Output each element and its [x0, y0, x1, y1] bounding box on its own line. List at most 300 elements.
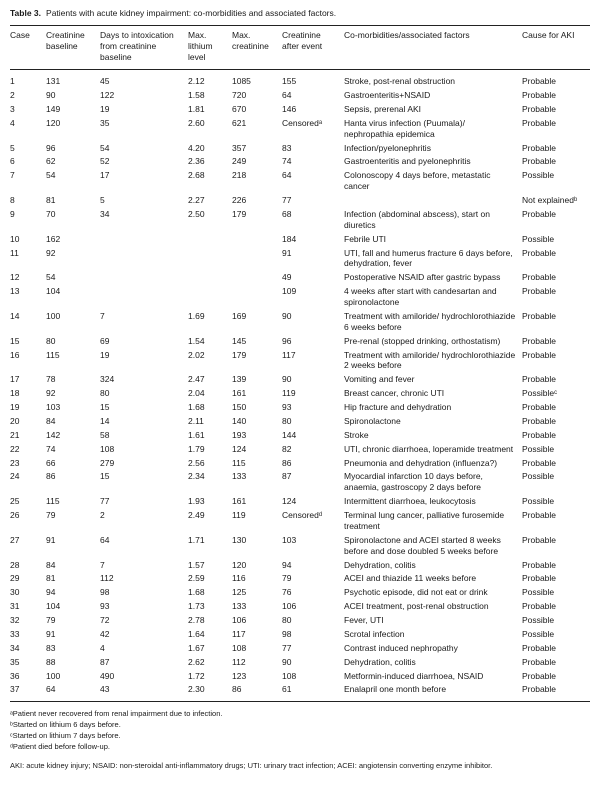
table-cell: 106	[282, 601, 297, 612]
table-cell: Stroke, post-renal obstruction	[344, 76, 456, 87]
table-row	[10, 572, 590, 586]
table-cell: Probable	[522, 656, 557, 667]
table-cell: Possible	[522, 587, 555, 598]
table-cell: 1.72	[188, 670, 205, 681]
table-row	[10, 457, 590, 471]
table-cell: 1.67	[188, 642, 205, 653]
table-cell: 2.11	[188, 415, 204, 426]
table-cell: 124	[282, 496, 297, 507]
table-cell: Scrotal infection	[344, 628, 405, 639]
table-cell: Possibleᶜ	[522, 388, 558, 399]
table-cell: 5	[100, 195, 105, 206]
table-cell: Probable	[522, 670, 557, 681]
table-row	[10, 443, 590, 457]
table-cell: 144	[282, 429, 297, 440]
table-cell: 145	[232, 335, 247, 346]
table-cell: 91	[46, 534, 56, 545]
table-cell: 83	[46, 642, 56, 653]
table-cell: 12	[10, 272, 20, 283]
table-cell: 133	[232, 471, 247, 482]
table-cell: 3	[10, 103, 15, 114]
table-cell: 1.68	[188, 587, 205, 598]
table-cell: 52	[100, 156, 110, 167]
table-cell: 26	[10, 510, 20, 521]
table-cell: 218	[232, 170, 247, 181]
table-cell: 92	[46, 247, 56, 258]
table-header	[10, 26, 590, 70]
table-cell: Intermittent diarrhoea, leukocytosis	[344, 496, 476, 507]
table-cell: 64	[282, 170, 292, 181]
table-cell: 2.12	[188, 76, 205, 87]
table-cell: Spironolactone and ACEI started 8 weeks before and dose doubled 5 weeks before	[344, 534, 501, 556]
table-cell: 133	[232, 601, 247, 612]
table-cell: 80	[282, 415, 292, 426]
table-cell	[188, 271, 232, 285]
column-header: Max. creatinine	[232, 26, 282, 70]
table-cell: 54	[46, 170, 56, 181]
table-cell: Possible	[522, 443, 555, 454]
table-cell: 2.04	[188, 388, 205, 399]
table-cell: 98	[282, 628, 292, 639]
table-cell: 4	[10, 117, 15, 128]
table-cell	[344, 194, 522, 208]
table-cell: 86	[282, 457, 292, 468]
table-cell: Pre-renal (stopped drinking, orthostatism)	[344, 335, 501, 346]
table-cell: 19	[100, 349, 110, 360]
table-row	[10, 534, 590, 559]
table-row	[10, 401, 590, 415]
table-cell: Spironolactone	[344, 415, 401, 426]
table-cell: 90	[282, 374, 292, 385]
table-cell: 7	[100, 310, 105, 321]
table-cell: 14	[10, 310, 20, 321]
table-cell: 621	[232, 117, 247, 128]
table-cell: 2.49	[188, 510, 205, 521]
table-row	[10, 349, 590, 374]
table-cell: 1.71	[188, 534, 205, 545]
table-cell: 37	[10, 684, 20, 695]
table-cell: 117	[232, 628, 246, 639]
table-cell: Probable	[522, 156, 557, 167]
table-cell: 100	[46, 670, 61, 681]
table-cell: 68	[282, 208, 292, 219]
table-cell: Probable	[522, 534, 557, 545]
table-row	[10, 614, 590, 628]
table-cell: 184	[282, 233, 297, 244]
table-cell: 2.36	[188, 156, 205, 167]
table-cell: Probable	[522, 117, 557, 128]
column-header: Case	[10, 26, 46, 70]
table-cell: 17	[100, 170, 110, 181]
table-cell: 94	[46, 587, 56, 598]
table-cell: Not explainedᵇ	[522, 195, 578, 206]
table-row	[10, 628, 590, 642]
table-cell: 2.59	[188, 573, 205, 584]
table-cell: Febrile UTI	[344, 233, 387, 244]
table-cell: 80	[282, 615, 292, 626]
table-cell: 61	[282, 684, 292, 695]
table-cell: 14	[100, 415, 110, 426]
table-cell: Probable	[522, 272, 557, 283]
table-cell: 31	[10, 601, 20, 612]
table-cell: Probable	[522, 349, 557, 360]
table-cell: 108	[232, 642, 247, 653]
table-cell: 122	[100, 90, 115, 101]
table-cell: 78	[46, 374, 56, 385]
table-cell: Treatment with amiloride/ hydrochlorothiazide 2 weeks before	[344, 349, 516, 371]
table-cell: 28	[10, 559, 20, 570]
table-cell: Censoredᵈ	[282, 510, 323, 521]
footnote: ᵇStarted on lithium 6 days before.	[10, 720, 121, 730]
table-row	[10, 387, 590, 401]
table-cell: 1.73	[188, 601, 205, 612]
table-cell: Hanta virus infection (Puumala)/ nephropathia epidemica	[344, 117, 465, 139]
table-cell: 80	[46, 335, 56, 346]
table-cell: Possible	[522, 615, 555, 626]
table-cell: 131	[46, 76, 61, 87]
table-cell: 104	[46, 601, 61, 612]
table-cell: 108	[282, 670, 297, 681]
table-cell: 64	[46, 684, 56, 695]
table-caption	[10, 8, 590, 19]
table-cell: Probable	[522, 457, 557, 468]
table-cell: 1.68	[188, 402, 205, 413]
table-cell: 32	[10, 615, 20, 626]
table-cell: 93	[100, 601, 110, 612]
table-cell: 2.62	[188, 656, 205, 667]
table-cell: 7	[100, 559, 105, 570]
table-row	[10, 247, 590, 272]
table-cell: 146	[282, 103, 297, 114]
table-cell: Metformin-induced diarrhoea, NSAID	[344, 670, 484, 681]
table-cell: Dehydration, colitis	[344, 559, 416, 570]
table-cell: 22	[10, 443, 20, 454]
table-cell: Probable	[522, 310, 557, 321]
table-cell: 108	[100, 443, 115, 454]
table-cell	[100, 233, 188, 247]
table-cell: Probable	[522, 286, 557, 297]
table-cell: 115	[46, 349, 60, 360]
abbreviations-line: AKI: acute kidney injury; NSAID: non-steroidal anti-inflammatory drugs; UTI: urinary tract infection; ACEI: angiotensin converting enzyme inhibitor.	[10, 760, 493, 770]
table-cell: 161	[232, 388, 247, 399]
table-cell: Probable	[522, 335, 557, 346]
table-row	[10, 586, 590, 600]
footnote: ᵃPatient never recovered from renal impairment due to infection.	[10, 709, 223, 719]
table-row	[10, 285, 590, 310]
table-row	[10, 495, 590, 509]
table-cell: 149	[46, 103, 61, 114]
table-cell: 1	[10, 76, 15, 87]
table-cell: 7	[10, 170, 15, 181]
table-cell: 15	[100, 471, 110, 482]
table-cell: 90	[282, 656, 292, 667]
table-cell: 1.54	[188, 335, 205, 346]
table-cell: 2.60	[188, 117, 205, 128]
table-cell: 62	[46, 156, 56, 167]
table-cell: 142	[46, 429, 61, 440]
table-cell: 35	[10, 656, 20, 667]
table-cell	[232, 247, 282, 272]
table-cell	[232, 271, 282, 285]
table-cell: 17	[10, 374, 20, 385]
table-cell: 2.78	[188, 615, 205, 626]
table-cell: Probable	[522, 415, 557, 426]
table-cell: 42	[100, 628, 110, 639]
table-cell: 670	[232, 103, 247, 114]
table-cell: 193	[232, 429, 247, 440]
table-cell: Contrast induced nephropathy	[344, 642, 458, 653]
table-cell	[100, 285, 188, 310]
table-cell: 117	[282, 349, 296, 360]
table-row	[10, 600, 590, 614]
table-cell: Probable	[522, 208, 557, 219]
table-cell: 79	[282, 573, 292, 584]
table-cell: 119	[282, 388, 296, 399]
table-cell: 490	[100, 670, 115, 681]
table-cell: 2.50	[188, 208, 205, 219]
table-row	[10, 155, 590, 169]
table-cell: 100	[46, 310, 61, 321]
table-row	[10, 233, 590, 247]
table-cell: 66	[46, 457, 56, 468]
table-row	[10, 271, 590, 285]
table-cell: 357	[232, 142, 247, 153]
table-row	[10, 559, 590, 573]
table-cell: 94	[282, 559, 292, 570]
table-cell: 249	[232, 156, 247, 167]
table-cell: 15	[100, 402, 110, 413]
header-row	[10, 26, 590, 70]
table-row	[10, 70, 590, 89]
table-cell: 96	[46, 142, 56, 153]
table-title: Patients with acute kidney impairment: co-morbidities and associated factors.	[46, 8, 337, 18]
table-cell: 1.64	[188, 628, 205, 639]
table-cell: 86	[46, 471, 56, 482]
table-cell: 19	[10, 402, 20, 413]
table-cell: 120	[46, 117, 61, 128]
table-label: Table 3.	[10, 8, 42, 18]
table-cell: 45	[100, 76, 110, 87]
table-cell: 64	[282, 90, 292, 101]
table-cell: 69	[100, 335, 110, 346]
table-cell: 2.47	[188, 374, 205, 385]
table-cell: 112	[232, 656, 246, 667]
table-cell: Probable	[522, 429, 557, 440]
column-header: Cause for AKI	[522, 26, 590, 70]
table-cell: 77	[282, 195, 292, 206]
table-cell: 161	[232, 496, 247, 507]
table-cell: Probable	[522, 573, 557, 584]
table-cell: Probable	[522, 559, 557, 570]
column-header: Creatinine baseline	[46, 26, 100, 70]
table-cell: 87	[282, 471, 292, 482]
table-cell: 25	[10, 496, 20, 507]
table-cell: 324	[100, 374, 115, 385]
table-cell: 4 weeks after start with candesartan and spironolactone	[344, 286, 497, 308]
table-cell: 106	[232, 615, 247, 626]
table-cell: 9	[10, 208, 15, 219]
table-cell: 54	[46, 272, 56, 283]
table-cell: 88	[46, 656, 56, 667]
table-cell: 120	[232, 559, 247, 570]
table-cell: 93	[282, 402, 292, 413]
table-cell: Probable	[522, 142, 557, 153]
table-row	[10, 373, 590, 387]
table-cell: 23	[10, 457, 20, 468]
table-cell: 72	[100, 615, 110, 626]
table-cell: 36	[10, 670, 20, 681]
table-cell: 77	[282, 642, 292, 653]
table-cell: 4.20	[188, 142, 205, 153]
table-cell: 92	[46, 388, 56, 399]
table-cell: Vomiting and fever	[344, 374, 415, 385]
table-cell: 140	[232, 415, 247, 426]
patients-table	[10, 25, 590, 702]
table-cell: 90	[282, 310, 292, 321]
table-cell: Infection/pyelonephritis	[344, 142, 431, 153]
table-cell: 29	[10, 573, 20, 584]
table-cell: 24	[10, 471, 20, 482]
table-row	[10, 335, 590, 349]
table-cell: Probable	[522, 76, 557, 87]
table-cell: 162	[46, 233, 61, 244]
table-cell: Probable	[522, 642, 557, 653]
table-cell: 720	[232, 90, 247, 101]
table-cell	[232, 233, 282, 247]
table-cell: Dehydration, colitis	[344, 656, 416, 667]
table-cell	[188, 247, 232, 272]
table-cell: 20	[10, 415, 20, 426]
table-cell: 139	[232, 374, 247, 385]
footnote: ᵈPatient died before follow-up.	[10, 741, 110, 751]
table-cell: Censoredᵃ	[282, 117, 323, 128]
table-cell: 119	[232, 510, 246, 521]
table-cell: Colonoscopy 4 days before, metastatic cancer	[344, 170, 491, 192]
table-cell: 179	[232, 208, 247, 219]
table-cell: Terminal lung cancer, palliative furosemide treatment	[344, 510, 505, 531]
table-cell: UTI, chronic diarrhoea, loperamide treatment	[344, 443, 514, 454]
table-cell: 87	[100, 656, 110, 667]
table-cell: 1.79	[188, 443, 205, 454]
table-row	[10, 103, 590, 117]
table-cell: 91	[46, 628, 56, 639]
table-cell: 80	[100, 388, 110, 399]
table-cell: 2.27	[188, 195, 205, 206]
table-cell: 74	[282, 156, 292, 167]
table-cell: Probable	[522, 684, 557, 695]
table-cell: 79	[46, 510, 56, 521]
table-row	[10, 194, 590, 208]
table-cell: 34	[100, 208, 110, 219]
table-row	[10, 89, 590, 103]
column-header: Max. lithium level	[188, 26, 232, 70]
table-cell: 1.57	[188, 559, 205, 570]
table-cell: Fever, UTI	[344, 615, 384, 626]
table-cell: Infection (abdominal abscess), start on diuretics	[344, 208, 490, 230]
table-cell: 81	[46, 573, 56, 584]
table-cell: 10	[10, 233, 20, 244]
table-cell: 109	[282, 286, 297, 297]
table-cell: 124	[232, 443, 247, 454]
table-cell: 115	[232, 457, 246, 468]
table-cell: 11	[10, 247, 19, 258]
column-header: Days to intoxication from creatinine baseline	[100, 26, 188, 70]
table-cell: 43	[100, 684, 110, 695]
table-cell: Probable	[522, 601, 557, 612]
table-cell: 1.93	[188, 496, 205, 507]
table-cell: Probable	[522, 103, 557, 114]
table-cell: Psychotic episode, did not eat or drink	[344, 587, 488, 598]
table-cell: Probable	[522, 247, 557, 258]
table-cell: 169	[232, 310, 247, 321]
table-cell: 2	[100, 510, 105, 521]
table-cell: Myocardial infarction 10 days before, anaemia, gastroscopy 2 days before	[344, 471, 483, 493]
table-cell: 86	[232, 684, 242, 695]
table-cell: 112	[100, 573, 114, 584]
table-cell: 123	[232, 670, 247, 681]
table-cell: 79	[46, 615, 56, 626]
table-body	[10, 70, 590, 702]
table-cell: 2.34	[188, 471, 205, 482]
table-cell: 13	[10, 286, 20, 297]
table-cell: 84	[46, 559, 56, 570]
table-cell: Probable	[522, 510, 557, 521]
table-cell: 1085	[232, 76, 251, 87]
table-cell: 103	[46, 402, 61, 413]
table-cell: Sepsis, prerenal AKI	[344, 103, 422, 114]
table-cell: 1.58	[188, 90, 205, 101]
table-cell	[100, 271, 188, 285]
table-cell: Probable	[522, 374, 557, 385]
table-cell: 179	[232, 349, 247, 360]
table-cell	[188, 285, 232, 310]
table-cell: Possible	[522, 170, 555, 181]
table-cell: 18	[10, 388, 20, 399]
table-cell: 2.56	[188, 457, 205, 468]
table-cell: 226	[232, 195, 247, 206]
column-header: Co-morbidities/associated factors	[344, 26, 522, 70]
table-cell: 104	[46, 286, 61, 297]
table-cell: 90	[46, 90, 56, 101]
table-cell: UTI, fall and humerus fracture 6 days before, dehydration, fever	[344, 247, 513, 269]
table-cell	[188, 233, 232, 247]
table-cell: Pneumonia and dehydration (influenza?)	[344, 457, 498, 468]
table-cell: 27	[10, 534, 20, 545]
table-cell: Enalapril one month before	[344, 684, 447, 695]
table-cell: 35	[100, 117, 110, 128]
table-cell: Treatment with amiloride/ hydrochlorothiazide 6 weeks before	[344, 310, 516, 332]
table-cell: 98	[100, 587, 110, 598]
table-row	[10, 656, 590, 670]
table-row	[10, 169, 590, 194]
table-cell: 91	[282, 247, 292, 258]
table-cell: 21	[10, 429, 20, 440]
table-cell: 64	[100, 534, 110, 545]
table-cell: 19	[100, 103, 110, 114]
table-cell: 155	[282, 76, 297, 87]
table-cell: 2	[10, 90, 15, 101]
table-cell: 34	[10, 642, 20, 653]
table-cell: 83	[282, 142, 292, 153]
table-cell	[232, 285, 282, 310]
table-cell: 125	[232, 587, 247, 598]
table-cell: 130	[232, 534, 247, 545]
table-cell: 6	[10, 156, 15, 167]
table-cell: Gastroenteritis and pyelonephritis	[344, 156, 471, 167]
table-cell: 82	[282, 443, 292, 454]
table-cell: Possible	[522, 471, 555, 482]
footnote: ᶜStarted on lithium 7 days before.	[10, 731, 121, 741]
